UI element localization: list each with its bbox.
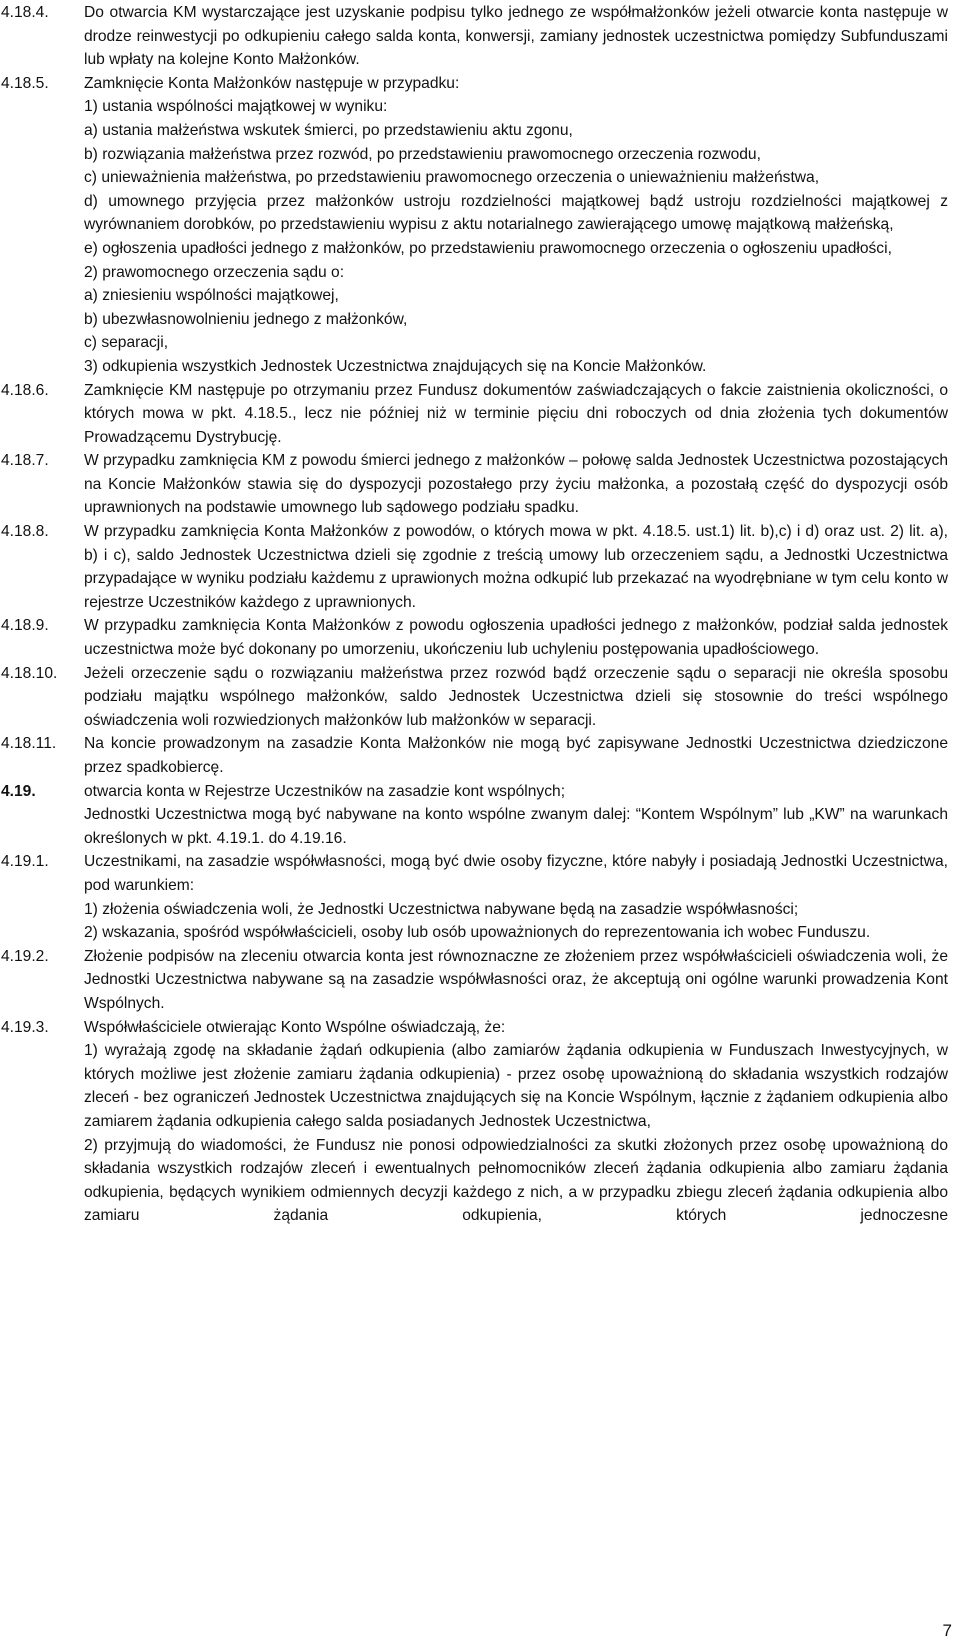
section-4-19-1 — [0, 850, 960, 944]
paragraph: Złożenie podpisów na zleceniu otwarcia konta jest równoznaczne ze złożeniem przez współwłaścicieli oświadczenia woli, że Jednostki Uczestnictwa nabywane są na zasadzie współwłasności oraz, że akceptują oni ogólne warunki prowadzenia Kont Wspólnych. — [84, 947, 948, 1012]
section-4-18-7 — [0, 449, 960, 520]
section-4-18-6 — [0, 379, 960, 450]
paragraph: W przypadku zamknięcia Konta Małżonków z powodu ogłoszenia upadłości jednego z małżonków, podział salda jednostek uczestnictwa może być dokonany po umorzeniu, ukończeniu lub uchyleniu postępowania upadłościowego. — [84, 617, 948, 659]
section-4-18-10 — [0, 662, 960, 733]
section-body — [84, 520, 948, 614]
section-body — [84, 732, 948, 779]
section-body — [84, 780, 948, 851]
section-4-18-11 — [0, 732, 960, 779]
section-body — [84, 1, 948, 72]
section-4-18-8 — [0, 520, 960, 614]
section-body — [84, 449, 948, 520]
paragraph: 1) ustania wspólności majątkowej w wyniku: — [84, 98, 388, 116]
paragraph: 2) wskazania, spośród współwłaścicieli, osoby lub osób upoważnionych do reprezentowania ich wobec Funduszu. — [84, 924, 871, 942]
paragraph: d) umownego przyjęcia przez małżonków ustroju rozdzielności majątkowej bądź ustroju rozdzielności majątkowej z wyrównaniem dorobków, po przedstawieniu wypisu z aktu notarialnego zawierającego umowę majątkową małżeńską, — [84, 192, 948, 234]
section-body — [84, 945, 948, 1016]
paragraph: W przypadku zamknięcia Konta Małżonków z powodów, o których mowa w pkt. 4.18.5. ust.1) lit. b),c) i d) oraz ust. 2) lit. a), b) i c), saldo Jednostek Uczestnictwa dzieli się zgodnie z treścią umowy lub orzeczeniem sądu, a Jednostki Uczestnictwa przypadające w wyniku podziału każdemu z uprawionych można odkupić lub przekazać na wyodrębniane w tym celu konto w rejestrze Uczestników każdego z uprawnionych. — [84, 523, 948, 611]
section-number: 4.19.1. — [1, 853, 49, 871]
paragraph: e) ogłoszenia upadłości jednego z małżonków, po przedstawieniu prawomocnego orzeczenia o ogłoszeniu upadłości, — [84, 239, 892, 257]
paragraph: a) ustania małżeństwa wskutek śmierci, po przedstawieniu aktu zgonu, — [84, 121, 573, 139]
paragraph: b) rozwiązania małżeństwa przez rozwód, po przedstawieniu prawomocnego orzeczenia rozwodu, — [84, 145, 761, 163]
paragraph: Do otwarcia KM wystarczające jest uzyskanie podpisu tylko jednego ze współmałżonków jeżeli otwarcie konta następuje w drodze reinwestycji po odkupieniu całego salda konta, konwersji, zamiany jednostek uczestnictwa pomiędzy Subfunduszami lub wpłaty na kolejne Konto Małżonków. — [84, 4, 948, 69]
section-body — [84, 662, 948, 733]
paragraph: b) ubezwłasnowolnieniu jednego z małżonków, — [84, 310, 408, 328]
section-4-18-9 — [0, 614, 960, 661]
paragraph: Jednostki Uczestnictwa mogą być nabywane na konto wspólne zwanym dalej: “Kontem Wspólnym” lub „KW” na warunkach określonych w pkt. 4.19.1. do 4.19.16. — [84, 806, 948, 847]
section-body — [84, 1016, 948, 1228]
section-4-19 — [0, 780, 960, 851]
section-number: 4.19.2. — [1, 947, 49, 965]
paragraph: 2) przyjmują do wiadomości, że Fundusz nie ponosi odpowiedzialności za skutki złożonych przez osobę upoważnioną do składania wszystkich rodzajów zleceń i ewentualnych pełnomocników zleceń żądania odkupienia albo zamiaru żądania odkupienia, będących wynikiem odmiennych decyzji każdego z nich, a w przypadku zbiegu zleceń żądania odkupienia albo zamiaru żądania odkupienia, których jednoczesne — [84, 1136, 948, 1225]
paragraph: Jeżeli orzeczenie sądu o rozwiązaniu małżeństwa przez rozwód bądź orzeczenie sądu o separacji nie określa sposobu podziału majątku wspólnego małżonków, saldo Jednostek Uczestnictwa dzieli się stosownie do treści wspólnego oświadczenia woli rozwiedzionych małżonków lub małżonków w separacji. — [84, 664, 948, 729]
paragraph: 1) wyrażają zgodę na składanie żądań odkupienia (albo zamiarów żądania odkupienia w Funduszach Inwestycyjnych, w których możliwe jest złożenie zamiaru żądania odkupienia) - przez osobę upoważnioną do składania wszystkich rodzajów zleceń - bez ograniczeń Jednostek Uczestnictwa znajdujących się na Koncie Wspólnym, łącznie z żądaniem odkupienia albo zamiarem żądania odkupienia całego salda posiadanych Jednostek Uczestnictwa, — [84, 1042, 948, 1130]
paragraph: c) unieważnienia małżeństwa, po przedstawieniu prawomocnego orzeczenia o unieważnieniu małżeństwa, — [84, 169, 820, 187]
section-number: 4.18.4. — [1, 4, 49, 21]
section-number: 4.18.8. — [1, 523, 49, 541]
paragraph: otwarcia konta w Rejestrze Uczestników na zasadzie kont wspólnych; — [84, 782, 566, 800]
section-4-18-5 — [0, 72, 960, 379]
paragraph: Uczestnikami, na zasadzie współwłasności, mogą być dwie osoby fizyczne, które nabyły i posiadają Jednostki Uczestnictwa, pod warunkiem: — [84, 853, 948, 894]
paragraph: 2) prawomocnego orzeczenia sądu o: — [84, 263, 345, 281]
section-number: 4.18.9. — [1, 617, 49, 635]
section-number: 4.18.5. — [1, 74, 49, 92]
paragraph: Zamknięcie Konta Małżonków następuje w przypadku: — [84, 74, 460, 92]
paragraph: Współwłaściciele otwierając Konto Wspólne oświadczają, że: — [84, 1018, 506, 1036]
section-body — [84, 614, 948, 661]
document-body — [0, 1, 960, 1228]
paragraph: a) zniesieniu wspólności majątkowej, — [84, 287, 339, 305]
section-4-18-4 — [0, 1, 960, 72]
section-number: 4.19.3. — [1, 1018, 49, 1036]
paragraph: 3) odkupienia wszystkich Jednostek Uczestnictwa znajdujących się na Koncie Małżonków. — [84, 357, 707, 375]
section-number: 4.18.11. — [1, 735, 57, 753]
section-body — [84, 379, 948, 450]
page-number: 7 — [942, 1621, 952, 1640]
section-number: 4.18.7. — [1, 452, 49, 470]
paragraph: Zamknięcie KM następuje po otrzymaniu przez Fundusz dokumentów zaświadczających o fakcie zaistnienia okoliczności, o których mowa w pkt. 4.18.5., lecz nie później niż w terminie pięciu dni roboczych od dnia złożenia tych dokumentów Prowadzącemu Dystrybucję. — [84, 381, 948, 446]
section-number: 4.19. — [1, 782, 36, 800]
section-number: 4.18.6. — [1, 381, 49, 399]
paragraph: 1) złożenia oświadczenia woli, że Jednostki Uczestnictwa nabywane będą na zasadzie współwłasności; — [84, 900, 799, 918]
section-4-19-2 — [0, 945, 960, 1016]
section-body — [84, 72, 948, 379]
section-body — [84, 850, 948, 944]
paragraph: W przypadku zamknięcia KM z powodu śmierci jednego z małżonków – połowę salda Jednostek Uczestnictwa pozostających na Koncie Małżonków stawia się do dyspozycji pozostałego przy życiu małżonka, a pozostałą część do dyspozycji osób uprawnionych na podstawie umownego lub sądowego podziału spadku. — [84, 452, 948, 517]
paragraph: Na koncie prowadzonym na zasadzie Konta Małżonków nie mogą być zapisywane Jednostki Uczestnictwa dziedziczone przez spadkobiercę. — [84, 735, 948, 776]
paragraph: c) separacji, — [84, 334, 169, 352]
section-4-19-3 — [0, 1016, 960, 1228]
section-number: 4.18.10. — [1, 664, 58, 682]
